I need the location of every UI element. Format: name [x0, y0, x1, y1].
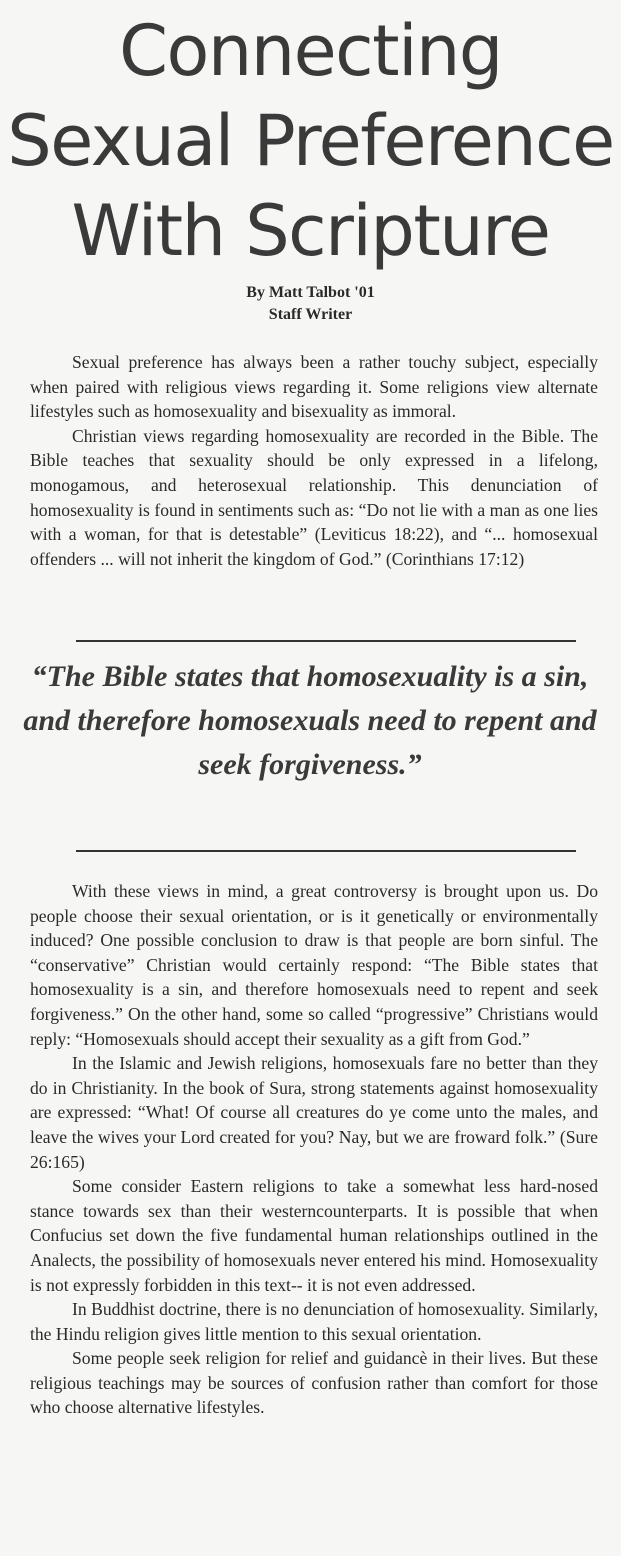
pull-quote: “The Bible states that homosexuality is a sin, and therefore homosexuals need to repent and seek forgiveness.” — [23, 660, 597, 781]
pull-quote-rule-bottom — [76, 850, 576, 852]
byline — [0, 282, 621, 326]
paragraph: With these views in mind, a great controversy is brought upon us. Do people choose their sexual orientation, or is it genetically or environmentally induced? One possible conclusion to draw is that people are born sinful. The “conservative” Christian would certainly respond: “The Bible states that homosexuality is a sin, and therefore homosexuals need to repent and seek forgiveness.” On the other hand, some so called “progressive” Christians would reply: “Homosexuals should accept their sexuality as a gift from God.” — [30, 881, 598, 1049]
paragraph: In Buddhist doctrine, there is no denunciation of homosexuality. Similarly, the Hindu religion gives little mention to this sexual orientation. — [30, 1299, 598, 1344]
paragraph: Some people seek religion for relief and guidancè in their lives. But these religious teachings may be sources of confusion rather than comfort for those who choose alternative lifestyles. — [30, 1348, 598, 1418]
headline — [0, 6, 621, 276]
main-text — [30, 879, 598, 1420]
headline-line: Sexual Preference — [7, 100, 614, 182]
author-name: By Matt Talbot '01 — [246, 284, 375, 301]
headline-line: With Scripture — [71, 190, 550, 272]
paragraph: Sexual preference has always been a rather touchy subject, especially when paired with religious views regarding it. Some religions view alternate lifestyles such as homosexuality and bisexuality as immoral. — [30, 352, 598, 422]
intro-text — [30, 350, 598, 571]
paragraph: In the Islamic and Jewish religions, homosexuals fare no better than they do in Christianity. In the book of Sura, strong statements against homosexuality are expressed: “What! Of course all creatures do ye come unto the males, and leave the wives your Lord created for you? Nay, but we are froward folk.” (Sure 26:165) — [30, 1053, 598, 1172]
headline-line: Connecting — [119, 10, 502, 92]
author-role: Staff Writer — [268, 306, 353, 323]
paragraph: Christian views regarding homosexuality are recorded in the Bible. The Bible teaches that sexuality should be only expressed in a lifelong, monogamous, and heterosexual relationship. This denunciation of homosexuality is found in sentiments such as: “Do not lie with a man as one lies with a woman, for that is detestable” (Leviticus 18:22), and “... homosexual offenders ... will not inherit the kingdom of God.” (Corinthians 17:12) — [30, 425, 598, 569]
paragraph: Some consider Eastern religions to take a somewhat less hard-nosed stance towards sex than their westerncounterparts. It is possible that when Confucius set down the five fundamental human relationships outlined in the Analects, the possibility of homosexuals never entered his mind. Homosexuality is not expressly forbidden in this text-- it is not even addressed. — [30, 1176, 598, 1295]
pull-quote-rule-top — [76, 640, 576, 642]
